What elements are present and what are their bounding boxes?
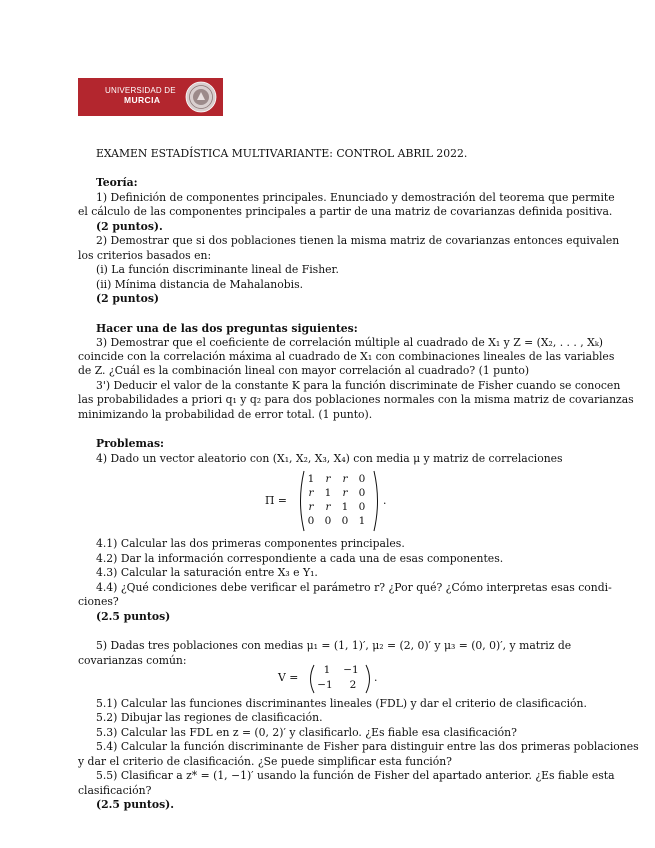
q3b-line1: 3') Deducir el valor de la constante K para la función discriminate de Fisher cuando se conocen: [96, 379, 621, 392]
university-logo: [78, 78, 223, 116]
matrix-cell: 1: [341, 501, 349, 513]
matrix-cell: 1: [307, 473, 315, 485]
matrix-cell: r: [342, 487, 348, 499]
q2-line2: los criterios basados en:: [78, 249, 212, 262]
q4-2: 4.2) Dar la información correspondiente a cada una de esas componentes.: [96, 552, 504, 565]
matrix-cell: r: [308, 501, 314, 513]
matrix-pi-right-paren: [372, 470, 382, 532]
matrix-cell: 1: [324, 487, 332, 499]
q5-line2: covarianzas común:: [78, 654, 187, 667]
matrix-cell: 1: [358, 515, 366, 527]
opcion-heading: Hacer una de las dos preguntas siguientes:: [96, 322, 358, 335]
matrix-pi-label: Π =: [265, 494, 287, 507]
matrix-cell: 0: [341, 515, 349, 527]
q2-line1: 2) Demostrar que si dos poblaciones tienen la misma matriz de covarianzas entonces equivalen: [96, 234, 620, 247]
logo-line2: MURCIA: [124, 95, 161, 105]
q5-1: 5.1) Calcular las funciones discriminantes lineales (FDL) y dar el criterio de clasificación.: [96, 697, 587, 710]
matrix-cell: 0: [358, 473, 366, 485]
matrix-cell: r: [325, 501, 331, 513]
q4-3: 4.3) Calcular la saturación entre X₃ e Y₁.: [96, 566, 318, 579]
matrix-cell: 0: [358, 501, 366, 513]
q5-line1: 5) Dadas tres poblaciones con medias μ₁ = (1, 1)′, μ₂ = (2, 0)′ y μ₃ = (0, 0)′, y matriz de: [96, 639, 572, 652]
matrix-v-label: V =: [278, 671, 299, 684]
q5-5-line2: clasificación?: [78, 784, 152, 797]
q1-line1: 1) Definición de componentes principales. Enunciado y demostración del teorema que permite: [96, 191, 615, 204]
matrix-cell: 0: [307, 515, 315, 527]
logo-line1: UNIVERSIDAD DE: [105, 86, 176, 95]
matrix-v-right-paren: [364, 664, 374, 694]
exam-title: EXAMEN ESTADÍSTICA MULTIVARIANTE: CONTROL ABRIL 2022.: [96, 147, 468, 160]
q1-line2: el cálculo de las componentes principales a partir de una matriz de covarianzas definida positiva.: [78, 205, 613, 218]
q2-points: (2 puntos): [96, 292, 160, 305]
teoria-heading: Teoría:: [96, 176, 138, 189]
matrix-pi-end: .: [383, 494, 387, 507]
q3-line2: coincide con la correlación máxima al cuadrado de X₁ con combinaciones lineales de las variables: [78, 350, 615, 363]
q5-5-line1: 5.5) Clasificar a z* = (1, −1)′ usando la función de Fisher del apartado anterior. ¿Es fiable esta: [96, 769, 615, 782]
q5-3: 5.3) Calcular las FDL en z = (0, 2)′ y clasificarlo. ¿Es fiable esa clasificación?: [96, 726, 517, 739]
matrix-cell: r: [325, 473, 331, 485]
matrix-cell: 1: [323, 664, 331, 676]
q4-line1: 4) Dado un vector aleatorio con (X₁, X₂, X₃, X₄) con media μ y matriz de correlaciones: [96, 452, 563, 465]
matrix-cell: 0: [358, 487, 366, 499]
matrix-cell: −1: [317, 679, 333, 691]
matrix-cell: 2: [349, 679, 357, 691]
problemas-heading: Problemas:: [96, 437, 165, 450]
q4-4-line2: ciones?: [78, 595, 119, 608]
q5-4-line1: 5.4) Calcular la función discriminante de Fisher para distinguir entre las dos primeras poblaciones: [96, 740, 639, 753]
q5-4-line2: y dar el criterio de clasificación. ¿Se puede simplificar esta función?: [78, 755, 452, 768]
q2-item-i: (i) La función discriminante lineal de Fisher.: [96, 263, 339, 276]
q1-points: (2 puntos).: [96, 220, 163, 233]
q3b-line3: minimizando la probabilidad de error total. (1 punto).: [78, 408, 373, 421]
q4-points: (2.5 puntos): [96, 610, 171, 623]
matrix-cell: r: [342, 473, 348, 485]
q4-1: 4.1) Calcular las dos primeras componentes principales.: [96, 537, 405, 550]
matrix-cell: 0: [324, 515, 332, 527]
q5-points: (2.5 puntos).: [96, 798, 175, 811]
matrix-cell: r: [308, 487, 314, 499]
matrix-cell: −1: [343, 664, 359, 676]
matrix-v-end: .: [374, 671, 378, 684]
university-seal-icon: [185, 81, 217, 113]
q3-line3: de Z. ¿Cuál es la combinación lineal con mayor correlación al cuadrado? (1 punto): [78, 364, 530, 377]
q4-4-line1: 4.4) ¿Qué condiciones debe verificar el parámetro r? ¿Por qué? ¿Cómo interpretas esas condi-: [96, 581, 612, 594]
q3b-line2: las probabilidades a priori q₁ y q₂ para dos poblaciones normales con la misma matriz de covarianzas: [78, 393, 634, 406]
q2-item-ii: (ii) Mínima distancia de Mahalanobis.: [96, 278, 304, 291]
q5-2: 5.2) Dibujar las regiones de clasificación.: [96, 711, 323, 724]
q3-line1: 3) Demostrar que el coeficiente de correlación múltiple al cuadrado de X₁ y Z = (X₂, . . . , Xₖ): [96, 336, 603, 349]
